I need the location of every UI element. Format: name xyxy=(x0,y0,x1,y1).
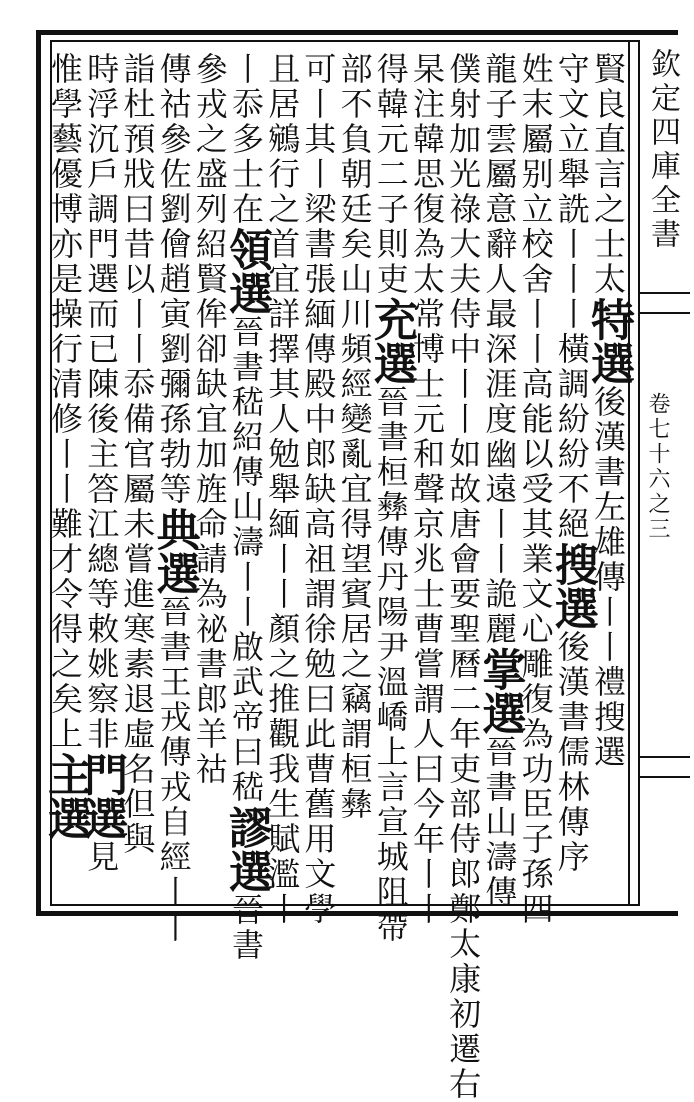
column-text: 參戎之盛列 xyxy=(190,52,229,227)
entry-heading: 典選 xyxy=(148,507,200,595)
column-text: 晉書王戎傳戎自經丨丨 xyxy=(154,595,193,945)
fish-tail-mark-top xyxy=(640,292,690,314)
column-text: 後漢書左雄傳丨丨禮搜選 xyxy=(589,385,627,770)
column-text: 姓末屬别立校舍丨丨高能以受其業文心雕 xyxy=(516,52,555,682)
column-text: 晉書桓彝傳丹陽尹溫嶠上言宣城阻帶 xyxy=(371,385,410,945)
collection-title: 欽定四庫全書 xyxy=(645,48,680,252)
column-text: 復為功臣子孫四 xyxy=(516,682,555,927)
column-text: 龍子雲屬意辭人最深涯度幽遠丨丨詭麗 xyxy=(480,52,519,647)
column-text: 杲注韓思復為太常博士元和聲京兆士曹嘗謂人曰今年丨丨 xyxy=(408,52,446,927)
entry-heading: 充選 xyxy=(365,297,417,385)
column-text: 羊祜 xyxy=(190,717,229,787)
column-text: 僕射加光祿大夫侍中丨丨如故唐會要聖曆二年吏部侍郎鄭 xyxy=(444,52,483,927)
column-text: 傳祜參佐劉儈趙寅劉彌孫勃等 xyxy=(154,52,193,507)
entry-heading: 門選 xyxy=(76,752,128,840)
text-column xyxy=(40,52,91,898)
column-text: 未嘗進寒素退虛名但與 xyxy=(118,507,157,857)
column-text: 丨忝多士在 xyxy=(227,52,265,227)
fish-tail-mark-bottom xyxy=(640,756,690,778)
entry-heading: 掌選 xyxy=(474,647,526,735)
column-text: 得韓元二子則吏 xyxy=(371,52,410,297)
column-text: 時浮沉戶調門選而已陳後主答江總等敕姚察非 xyxy=(82,52,121,752)
column-text: 且居鵷行之首宜詳擇其人勉舉緬丨丨顏之推觀我生賦濫丨 xyxy=(263,52,302,927)
column-text: 惟學藝優博亦是操行清修丨丨難才令得之矣 xyxy=(46,52,84,717)
entry-heading: 主選 xyxy=(40,752,91,840)
column-text: 賢良直言之士太 xyxy=(589,52,627,297)
column-text: 後漢書儒林傳序 xyxy=(552,630,591,875)
column-text: 丨橫調紛紛不絕 xyxy=(552,297,591,542)
column-text: 山川頻經變亂宜得望賓居之竊謂桓彝 xyxy=(335,262,374,822)
entry-heading: 領選 xyxy=(221,227,272,315)
column-text: 太康初遷右 xyxy=(444,927,483,1102)
column-text: 守文立舉詵丨丨 xyxy=(552,52,591,297)
entry-heading: 謬選 xyxy=(221,805,272,893)
column-text: 可丨其丨梁書張緬傳殿中郎缺高祖謂徐勉曰此曹舊用文學 xyxy=(299,52,338,927)
column-text: 部不負朝廷矣 xyxy=(335,52,374,262)
entry-heading: 特選 xyxy=(583,297,634,385)
volume-label: 卷七十六之三 xyxy=(645,392,670,542)
column-text: 紹賢侔卻缺宜加旌命請為祕書郎 xyxy=(190,227,229,717)
entry-heading: 搜選 xyxy=(546,542,598,630)
column-text: 晉書嵇紹傳山濤丨丨啟武帝曰嵇 xyxy=(227,315,265,805)
column-text: 詣杜預戕曰昔以丨丨忝備官屬 xyxy=(118,52,157,507)
column-text: 晉書 xyxy=(227,893,265,963)
column-text: 晉書山濤傳 xyxy=(480,735,519,910)
column-text: 上 xyxy=(46,717,84,752)
column-text: 見 xyxy=(82,840,121,875)
